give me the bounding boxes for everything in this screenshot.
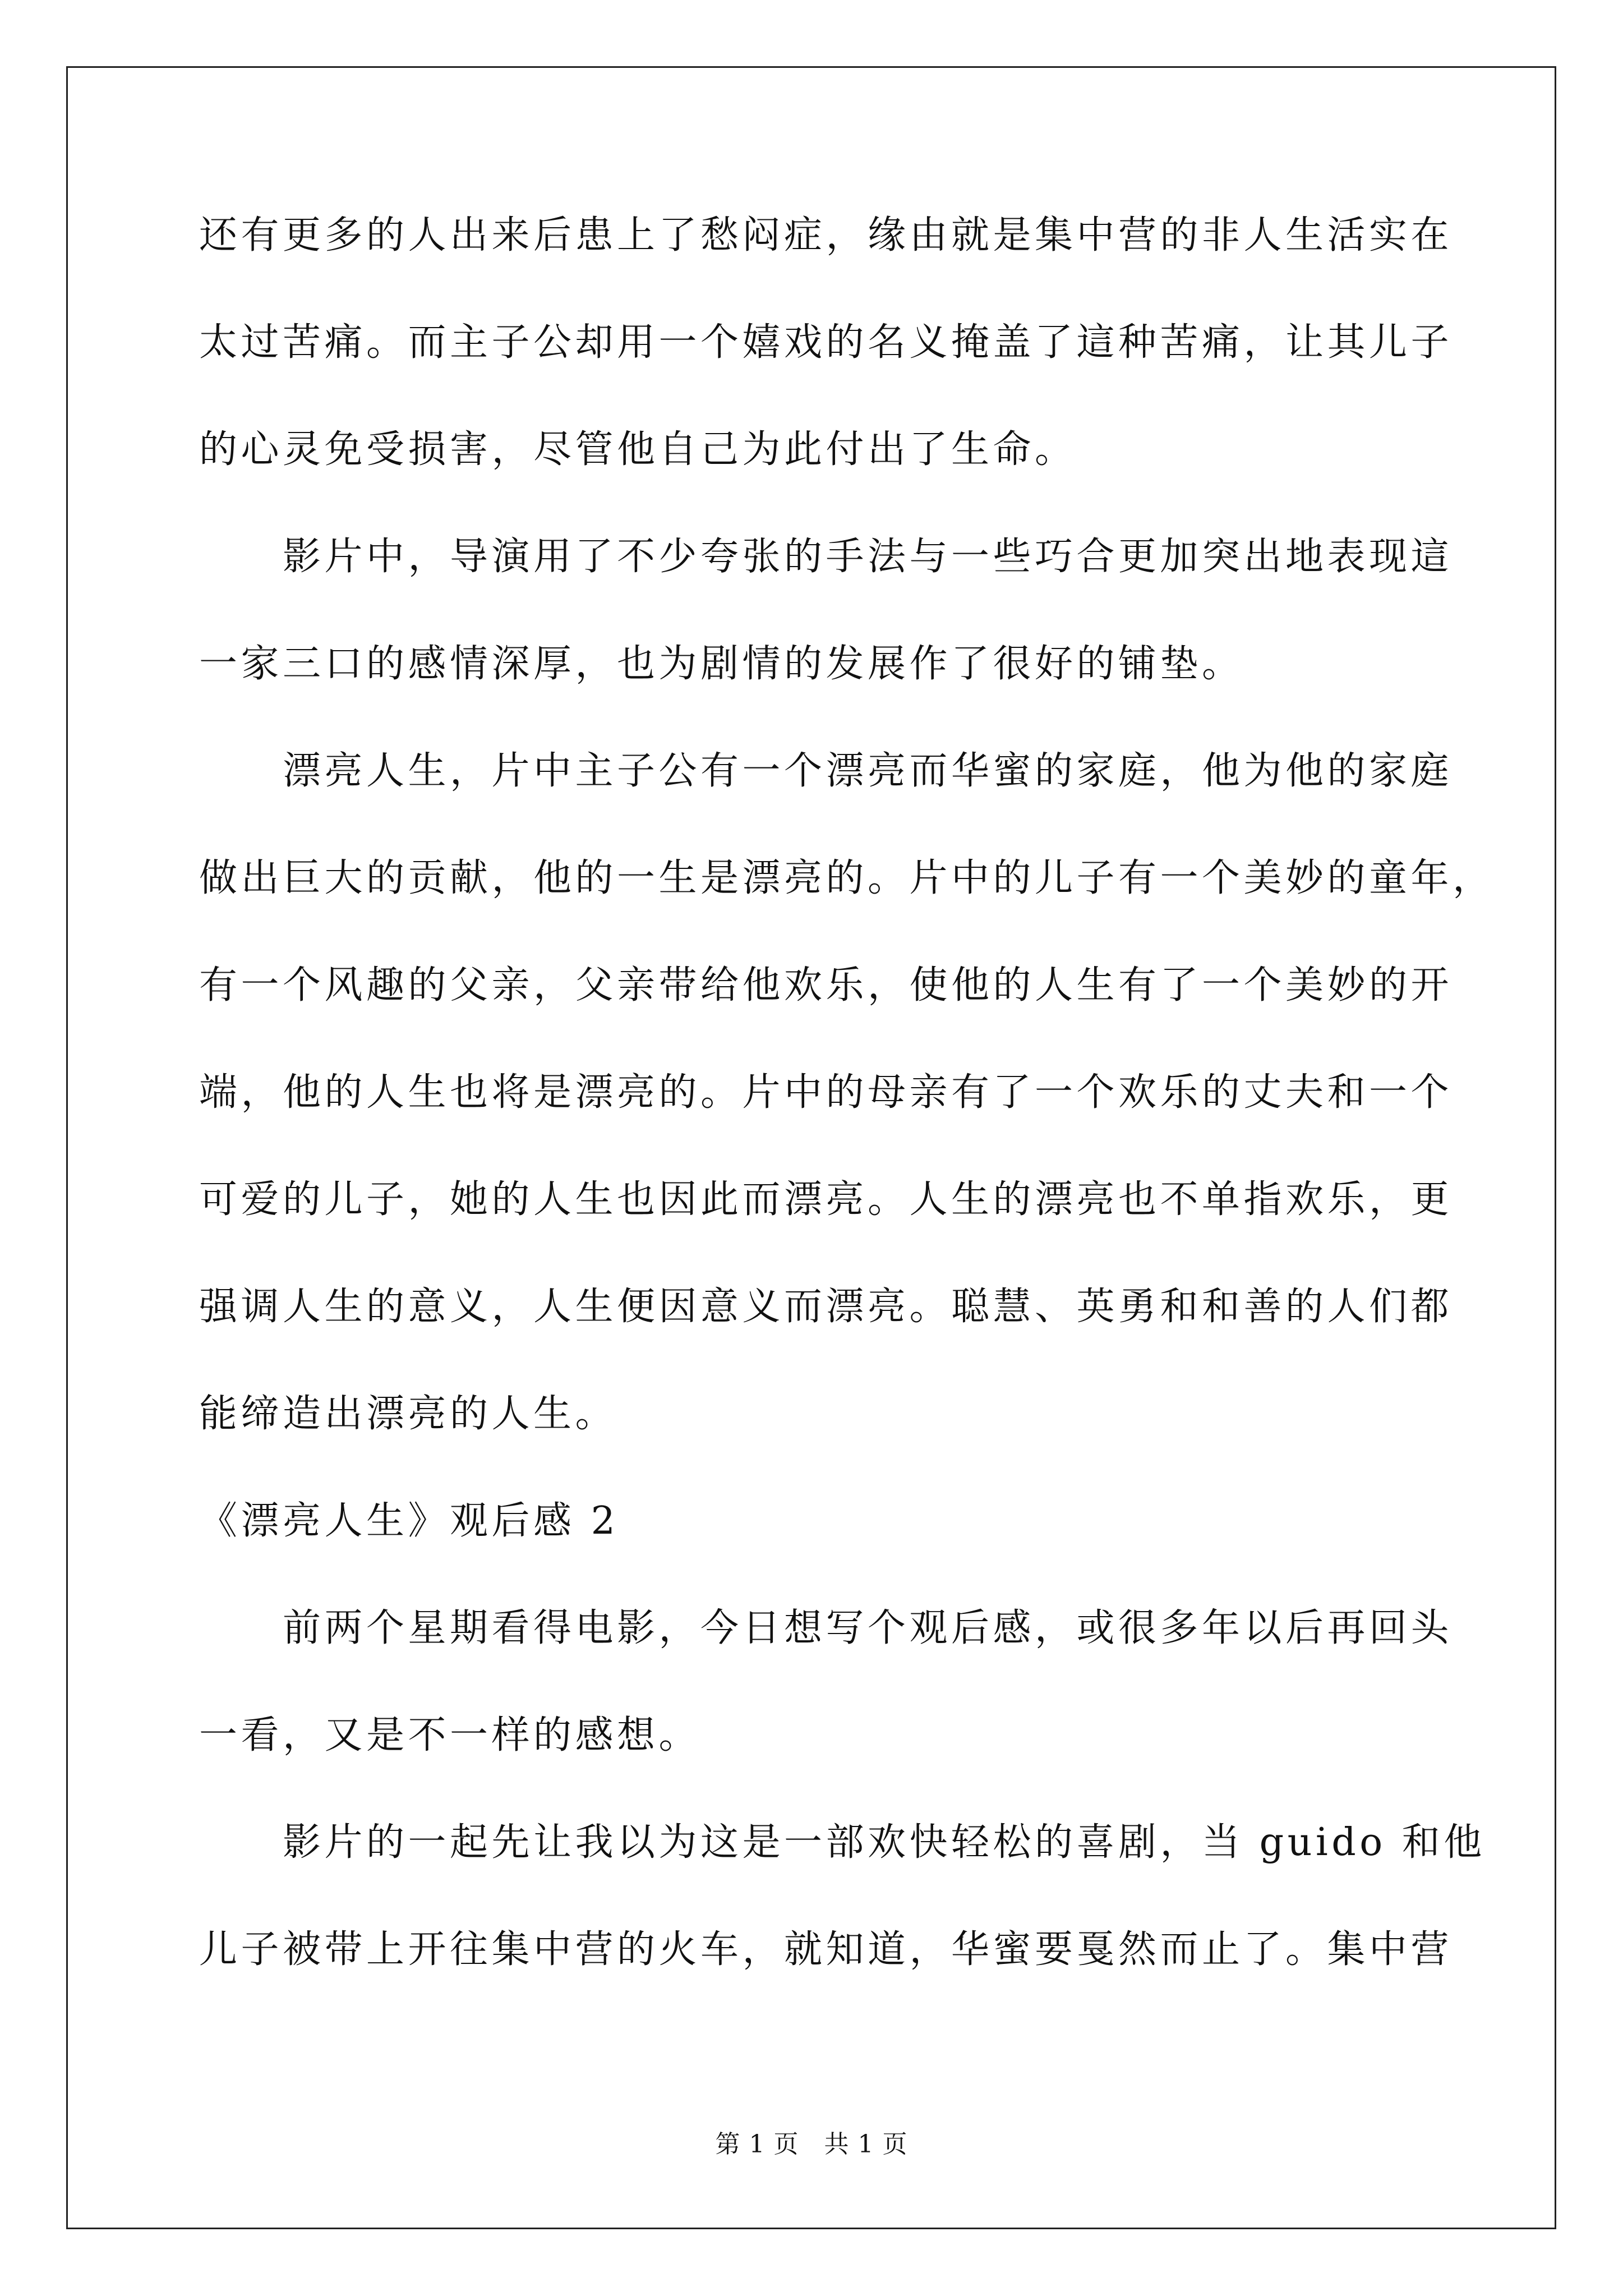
text-line: 影片中，导演用了不少夸张的手法与一些巧合更加突出地表现這 <box>199 535 1453 579</box>
text-line: 一家三口的感情深厚，也为剧情的发展作了很好的铺垫。 <box>199 642 1244 686</box>
page-border <box>66 66 1556 2229</box>
text-line: 做出巨大的贡献，他的一生是漂亮的。片中的儿子有一个美妙的童年， <box>199 856 1495 900</box>
text-line: 还有更多的人出来后患上了愁闷症，缘由就是集中营的非人生活实在 <box>199 213 1453 257</box>
text-line: 有一个风趣的父亲，父亲带给他欢乐，使他的人生有了一个美妙的开 <box>199 963 1453 1007</box>
text-line: 能缔造出漂亮的人生。 <box>199 1392 617 1436</box>
text-line: 强调人生的意义，人生便因意义而漂亮。聪慧、英勇和和善的人们都 <box>199 1285 1453 1329</box>
text-line: 一看，又是不一样的感想。 <box>199 1713 701 1757</box>
section-heading: 《漂亮人生》观后感 2 <box>199 1499 619 1543</box>
text-line: 前两个星期看得电影，今日想写个观后感，或很多年以后再回头 <box>199 1606 1453 1650</box>
text-line: 漂亮人生，片中主子公有一个漂亮而华蜜的家庭，他为他的家庭 <box>199 749 1453 793</box>
text-line: 儿子被带上开往集中营的火车，就知道，华蜜要戛然而止了。集中营 <box>199 1927 1453 1972</box>
text-line: 的心灵免受损害，尽管他自己为此付出了生命。 <box>199 427 1077 472</box>
text-line: 太过苦痛。而主子公却用一个嬉戏的名义掩盖了這种苦痛，让其儿子 <box>199 320 1453 365</box>
text-line: 可爱的儿子，她的人生也因此而漂亮。人生的漂亮也不单指欢乐，更 <box>199 1177 1453 1222</box>
text-line: 影片的一起先让我以为这是一部欢快轻松的喜剧，当 guido 和他 <box>199 1820 1486 1865</box>
text-line: 端，他的人生也将是漂亮的。片中的母亲有了一个欢乐的丈夫和一个 <box>199 1070 1453 1115</box>
page-number-footer: 第 1 页 共 1 页 <box>715 2130 908 2159</box>
